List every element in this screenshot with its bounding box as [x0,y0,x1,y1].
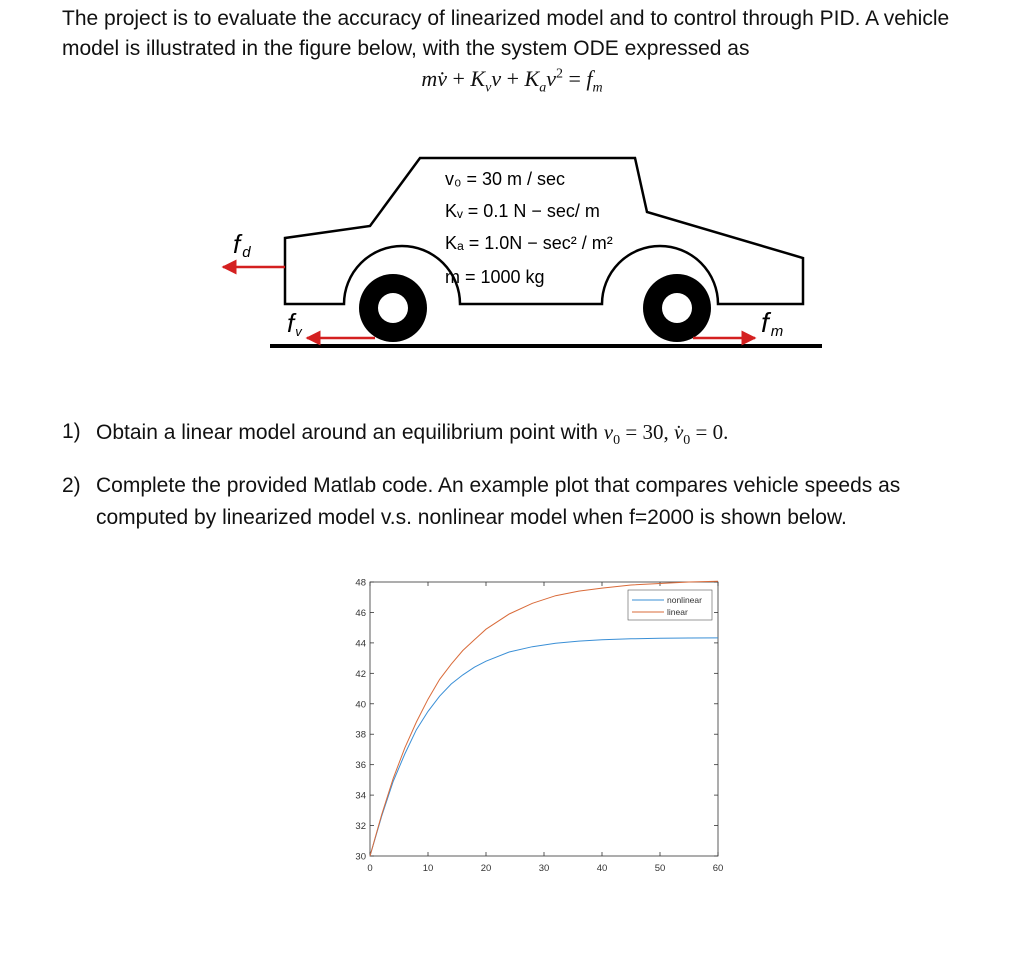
x-tick-label: 60 [712,863,724,874]
x-tick-label: 40 [596,863,608,874]
legend-label-linear: linear [667,607,688,617]
y-tick-label: 40 [355,699,366,711]
intro-paragraph: The project is to evaluate the accuracy of linearized model and to control through PID. A vehicle model is illustrated in the figure below, with the system ODE expressed as [62,7,950,60]
y-tick-label: 44 [355,638,366,650]
question-text: Obtain a linear model around an equilibrium point with [96,421,604,444]
question-text: Complete the provided Matlab code. An example plot that compares vehicle speeds as computed by linearized model v.s. nonlinear model when f=2000 is shown below. [96,474,901,529]
x-tick-label: 50 [654,863,666,874]
rear-wheel [359,274,427,342]
x-tick-label: 20 [480,863,492,874]
param-kv: Kᵥ = 0.1 N − sec/ m [445,201,600,221]
y-tick-label: 30 [355,851,366,863]
label-fd: fd [233,229,251,261]
param-v0: v₀ = 30 m / sec [445,169,566,189]
question-number: 2) [62,474,81,497]
y-tick-label: 36 [355,760,366,772]
param-m: m = 1000 kg [445,267,545,287]
question-number: 1) [62,420,81,443]
question-2 [62,470,986,534]
legend-label-nonlinear: nonlinear [667,595,702,605]
ode-equation: mv̇ + $K_vv + K_av^2 = f_m$ [421,66,603,96]
front-wheel [643,274,711,342]
y-tick-label: 46 [355,607,366,619]
vehicle-diagram [215,150,835,360]
question-1 [62,416,986,457]
y-tick-label: 38 [355,729,366,741]
y-tick-label: 32 [355,821,366,833]
x-tick-label: 10 [422,863,434,874]
param-ka: Kₐ = 1.0N − sec² / m² [445,233,613,253]
label-fv: fv [287,308,302,339]
plot-frame [370,582,718,856]
equilibrium-math: $v_0 = 30$, $v̇_0 = 0$. [603,420,729,449]
y-tick-label: 34 [355,790,366,802]
y-tick-label: 48 [355,577,366,589]
x-tick-label: 0 [367,863,373,874]
label-fm: fm [761,307,784,340]
speed-comparison-chart [345,572,745,877]
x-tick-label: 30 [538,863,550,874]
y-tick-label: 42 [355,668,366,680]
